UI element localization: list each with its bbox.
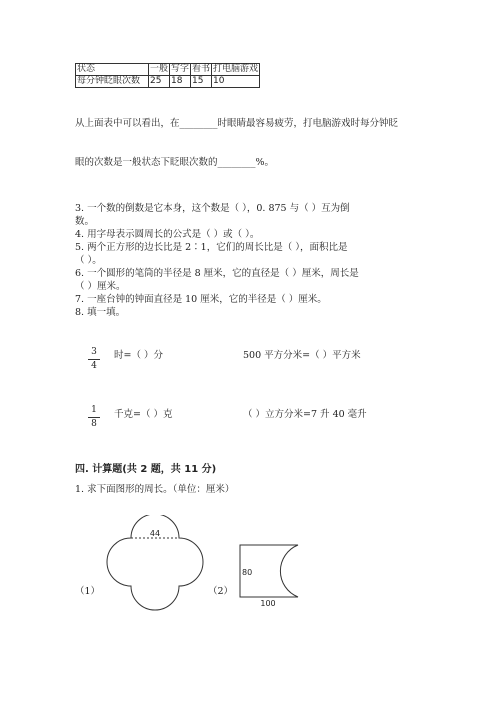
figure-2-height-label: 80 [242, 568, 253, 577]
question-7: 7. 一座台钟的钟面直径是 10 厘米，它的半径是（ ）厘米。 [75, 294, 327, 305]
question-8: 8. 填一填。 [75, 307, 126, 318]
table-cell: 25 [149, 76, 170, 88]
figure-2-width-label: 100 [260, 599, 276, 608]
table-cell: 每分钟眨眼次数 [76, 76, 149, 88]
question-3-line-2: 数。 [75, 216, 95, 227]
table-cell: 10 [212, 76, 260, 88]
fill-item-kilograms: 千克=（ ）克 [114, 409, 173, 420]
question-5-line-2: （ ）。 [75, 255, 102, 266]
fraction-one-eighth [88, 405, 100, 430]
calc-question-1: 1. 求下面图形的周长。（单位：厘米） [75, 484, 235, 495]
figure-2-label: （2） [208, 586, 234, 597]
question-5: 5. 两个正方形的边长比是 2∶1，它们的周长比是（ ），面积比是 [75, 242, 348, 253]
table-cell: 18 [170, 76, 191, 88]
table-cell: 一般 [150, 64, 169, 74]
fraction-numerator: 3 [91, 347, 97, 357]
section-4-title: 四. 计算题(共 2 题，共 11 分) [75, 464, 217, 475]
question-6-line-2: （ ）厘米。 [75, 281, 126, 292]
figure-1-label: （1） [75, 586, 101, 597]
fill-item-hours: 时=（ ）分 [114, 350, 163, 361]
table-row [76, 76, 260, 88]
question-3-line-1: 3. 一个数的倒数是它本身，这个数是（ ），0. 875 与（ ）互为倒 [75, 203, 350, 214]
eye-blink-table [75, 63, 260, 88]
fraction-three-quarters [88, 347, 100, 372]
fill-item-volume: （ ）立方分米=7 升 40 毫升 [243, 409, 367, 420]
question-6-line-1: 6. 一个圆形的笔筒的半径是 8 厘米，它的直径是（ ）厘米，周长是 [75, 268, 359, 279]
figure-1-clover-shape [100, 515, 210, 625]
table-cell: 状态 [76, 64, 149, 76]
table-row [76, 64, 260, 76]
fraction-denominator: 8 [91, 419, 97, 429]
fill-item-area: 500 平方分米=（ ）平方米 [243, 350, 361, 361]
table-cell: 打电脑游戏 [213, 64, 259, 74]
figure-1-dimension: 44 [149, 529, 161, 538]
fraction-denominator: 4 [91, 361, 97, 371]
fraction-numerator: 1 [91, 405, 97, 415]
table-cell: 写字 [171, 64, 190, 74]
figure-2-rectangle-semicircle-shape [230, 535, 310, 610]
paragraph-line-2: 眼的次数是一般状态下眨眼次数的________%。 [75, 157, 275, 168]
table-cell: 看书 [192, 64, 211, 74]
paragraph-line-1: 从上面表中可以看出，在________时眼睛最容易疲劳，打电脑游戏时每分钟眨 [75, 118, 399, 129]
question-4: 4. 用字母表示圆周长的公式是（ ）或（ ）。 [75, 229, 260, 240]
table-cell: 15 [191, 76, 212, 88]
